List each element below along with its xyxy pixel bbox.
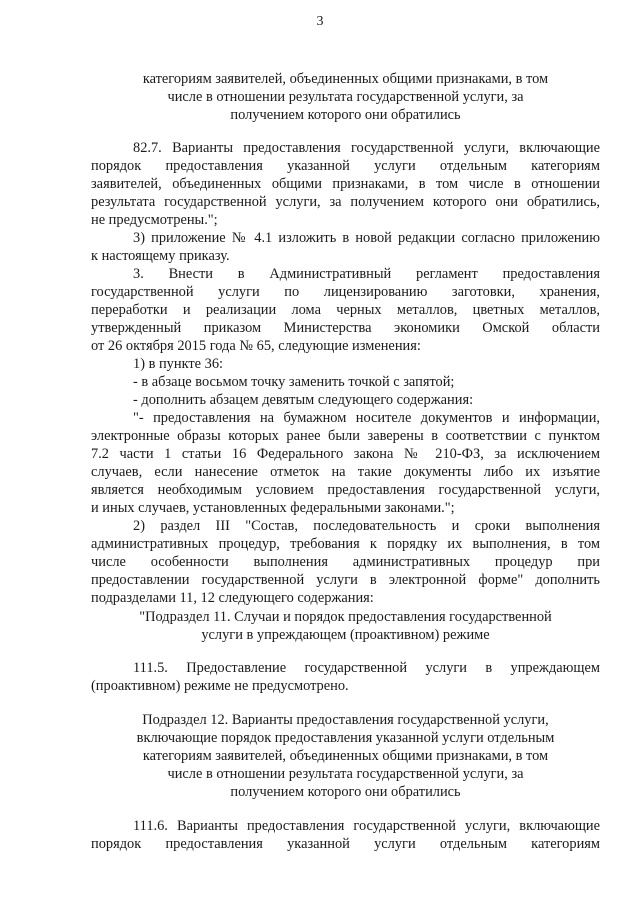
paragraph-line: 111.6. Варианты предоставления государственной услуги, включающие <box>133 818 600 834</box>
paragraph-line: случаев, если нанесение отметок на такие документы либо их изъятие <box>91 464 600 480</box>
paragraph-line: переработки и реализации лома черных металлов, цветных металлов, <box>91 302 600 318</box>
paragraph-line: - в абзаце восьмом точку заменить точкой с запятой; <box>133 374 455 390</box>
heading-line: числе в отношении результата государственной услуги, за <box>167 89 524 105</box>
subsection-heading: включающие порядок предоставления указанной услуги отдельным <box>136 730 555 746</box>
paragraph-line: порядок предоставления указанной услуги отдельным категориям <box>91 836 600 852</box>
paragraph-line: заявителей, объединенных общими признаками, в том числе в отношении <box>91 176 600 192</box>
paragraph-line: - дополнить абзацем девятым следующего содержания: <box>133 392 474 408</box>
paragraph-line: от 26 октября 2015 года № 65, следующие изменения: <box>91 338 421 354</box>
paragraph-line: не предусмотрены."; <box>91 212 218 228</box>
paragraph-line: к настоящему приказу. <box>91 248 230 264</box>
subsection-heading: "Подраздел 11. Случаи и порядок предоставления государственной <box>139 609 552 625</box>
subsection-heading: категориям заявителей, объединенных общими признаками, в том <box>142 748 549 764</box>
heading-line: категориям заявителей, объединенных общими признаками, в том <box>142 71 549 87</box>
paragraph-line: 7.2 части 1 статьи 16 Федерального закона № 210-ФЗ, за исключением <box>91 446 600 462</box>
paragraph-line: порядок предоставления указанной услуги отдельным категориям <box>91 158 600 174</box>
subsection-heading: получением которого они обратились <box>230 784 461 800</box>
paragraph-line: 1) в пункте 36: <box>133 356 224 372</box>
paragraph-line: 3) приложение № 4.1 изложить в новой редакции согласно приложению <box>133 230 600 246</box>
paragraph-line: "- предоставления на бумажном носителе документов и информации, <box>133 410 600 426</box>
subsection-heading: услуги в упреждающем (проактивном) режиме <box>201 627 490 643</box>
paragraph-line: государственной услуги по лицензированию заготовки, хранения, <box>91 284 600 300</box>
subsection-heading: числе в отношении результата государственной услуги, за <box>167 766 524 782</box>
paragraph-line: 2) раздел III "Состав, последовательность и сроки выполнения <box>133 518 600 534</box>
paragraph-line: числе особенности выполнения административных процедур при <box>91 554 600 570</box>
paragraph-line: результата государственной услуги, за получением которого они обратились, <box>91 194 600 210</box>
paragraph-line: подразделами 11, 12 следующего содержания: <box>91 590 374 606</box>
page-number: 3 <box>316 14 324 29</box>
paragraph-line: (проактивном) режиме не предусмотрено. <box>91 678 349 694</box>
paragraph-line: и иных случаев, установленных федеральными законами."; <box>91 500 455 516</box>
paragraph-line: 111.5. Предоставление государственной услуги в упреждающем <box>133 660 600 676</box>
paragraph-line: предоставлении государственной услуги в электронной форме" дополнить <box>91 572 600 588</box>
heading-line: получением которого они обратились <box>230 107 461 123</box>
paragraph-line: административных процедур, требования к порядку их выполнения, в том <box>91 536 600 552</box>
paragraph-line: утвержденный приказом Министерства экономики Омской области <box>91 320 600 336</box>
paragraph-line: 3. Внести в Административный регламент предоставления <box>133 266 600 282</box>
paragraph-line: электронные образы которых ранее были заверены в соответствии с пунктом <box>91 428 600 444</box>
subsection-heading: Подраздел 12. Варианты предоставления государственной услуги, <box>142 712 549 728</box>
paragraph-line: 82.7. Варианты предоставления государственной услуги, включающие <box>133 140 600 156</box>
paragraph-line: является необходимым условием предоставления государственной услуги, <box>91 482 600 498</box>
